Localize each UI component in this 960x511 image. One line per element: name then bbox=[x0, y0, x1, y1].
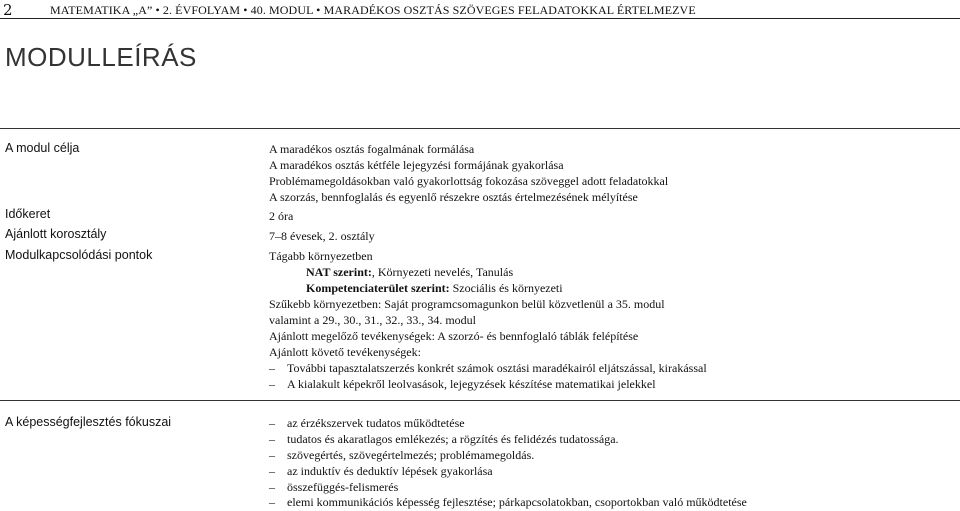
label-age: Ajánlott korosztály bbox=[5, 227, 107, 241]
skill-item: – összefüggés-felismerés bbox=[269, 480, 399, 494]
divider-skills bbox=[0, 400, 960, 401]
dash-bullet: – bbox=[269, 480, 275, 494]
time-value: 2 óra bbox=[269, 209, 294, 223]
links-next-item: – A kialakult képekről leolvasások, lejegyzések készítése matematikai jelekkel bbox=[269, 377, 656, 391]
skill-item: – tudatos és akaratlagos emlékezés; a rögzítés és felidézés tudatossága. bbox=[269, 432, 619, 446]
skill-item: – az induktív és deduktív lépések gyakorlása bbox=[269, 464, 493, 478]
dash-bullet: – bbox=[269, 416, 275, 430]
goal-line: Problémamegoldásokban való gyakorlottság fokozása szöveggel adott feladatokkal bbox=[269, 174, 669, 188]
links-nat bbox=[306, 265, 513, 280]
komp-value: Szociális és környezeti bbox=[449, 281, 563, 295]
goal-line: A maradékos osztás kétféle lejegyzési formájának gyakorlása bbox=[269, 158, 564, 172]
komp-label: Kompetenciaterület szerint: bbox=[306, 281, 450, 295]
dash-bullet: – bbox=[269, 361, 275, 375]
nat-value: , Környezeti nevelés, Tanulás bbox=[371, 265, 514, 279]
dash-bullet: – bbox=[269, 464, 275, 478]
label-links: Modulkapcsolódási pontok bbox=[5, 248, 153, 262]
dash-bullet: – bbox=[269, 377, 275, 391]
goal-line: A maradékos osztás fogalmának formálása bbox=[269, 142, 475, 156]
dash-bullet: – bbox=[269, 432, 275, 446]
label-goal: A modul célja bbox=[5, 141, 80, 155]
dash-bullet: – bbox=[269, 495, 275, 509]
links-broad: Tágabb környezetben bbox=[269, 249, 373, 263]
page-header bbox=[0, 0, 960, 19]
links-next-item: – További tapasztalatszerzés konkrét számok osztási maradékairól eljátszással, kirakással bbox=[269, 361, 707, 375]
skill-item: – szövegértés, szövegértelmezés; problémamegoldás. bbox=[269, 448, 535, 462]
links-narrow-1: Szűkebb környezetben: Saját programcsomagunkon belül közvetlenül a 35. modul bbox=[269, 297, 665, 311]
dash-bullet: – bbox=[269, 448, 275, 462]
links-next: Ajánlott követő tevékenységek: bbox=[269, 345, 421, 359]
page-number: 2 bbox=[3, 1, 13, 19]
skill-item: – az érzékszervek tudatos működtetése bbox=[269, 416, 465, 430]
links-narrow-2: valamint a 29., 30., 31., 32., 33., 34. modul bbox=[269, 313, 476, 327]
age-value: 7–8 évesek, 2. osztály bbox=[269, 229, 375, 243]
running-head: MATEMATIKA „A” • 2. ÉVFOLYAM • 40. MODUL • MARADÉKOS OSZTÁS SZÖVEGES FELADATOKKAL ÉRTELMEZVE bbox=[50, 3, 696, 17]
links-komp bbox=[306, 281, 563, 296]
divider-top bbox=[0, 128, 960, 129]
label-skills: A képességfejlesztés fókuszai bbox=[5, 415, 172, 429]
skill-item: – elemi kommunikációs képesség fejlesztése; párkapcsolatokban, csoportokban való működtetése bbox=[269, 495, 747, 509]
links-prev: Ajánlott megelőző tevékenységek: A szorzó- és bennfoglaló táblák felépítése bbox=[269, 329, 639, 343]
label-time: Időkeret bbox=[5, 207, 51, 221]
page-title: MODULLEÍRÁS bbox=[5, 42, 197, 72]
goal-line: A szorzás, bennfoglalás és egyenlő részekre osztás értelmezésének mélyítése bbox=[269, 190, 638, 204]
nat-label: NAT szerint: bbox=[306, 265, 372, 279]
